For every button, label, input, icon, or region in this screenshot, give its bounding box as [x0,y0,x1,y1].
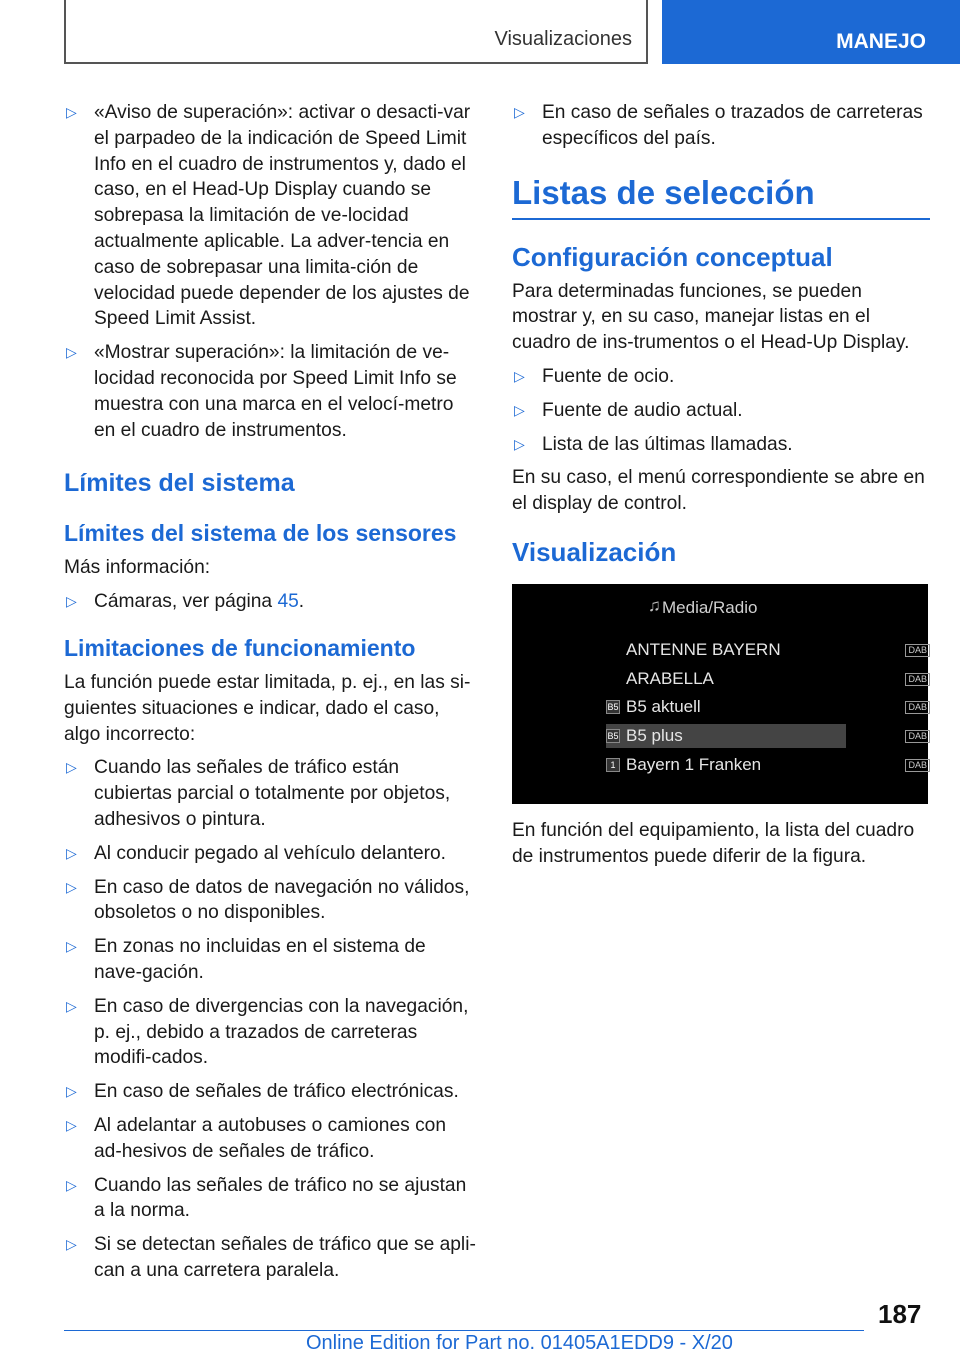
station-row [606,753,927,777]
dab-badge: DAB [905,644,930,657]
bullet-triangle-icon: ▷ [66,844,77,861]
cameras-bullet-list [64,589,479,615]
bullet-triangle-icon: ▷ [66,593,77,610]
header-section-title: Visualizaciones [494,28,632,50]
bullet-triangle-icon: ▷ [66,878,77,895]
list-item [64,1079,479,1105]
figure-caption: En función del equipamiento, la lista del cuadro de instrumentos puede diferir de la figura. [512,819,915,867]
functional-bullet-list [64,755,479,1283]
concept-bullet-list [512,364,930,457]
page-number: 187 [878,1299,922,1329]
dab-badge: DAB [905,673,930,686]
dab-badge: DAB [905,701,930,714]
bullet-triangle-icon: ▷ [514,367,525,384]
bullet-triangle-icon: ▷ [66,938,77,955]
bullet-triangle-icon: ▷ [66,759,77,776]
bullet-triangle-icon: ▷ [66,997,77,1014]
heading-concept: Configuración conceptual [512,241,833,272]
list-item-text: «Mostrar superación»: la limitación de ve-locidad reconocida por Speed Limit Info se muestra con una marca en el velocí-metro en el cuadro de instrumentos. [94,342,457,441]
bullet-triangle-icon: ▷ [66,1116,77,1133]
bullet-triangle-icon: ▷ [514,435,525,452]
media-radio-icon: ♫ [648,595,661,615]
list-item-text: En caso de datos de navegación no válidos, obsoletos o no disponibles. [94,876,470,924]
list-item [64,1232,479,1284]
concept-text: Para determinadas funciones, se pueden mostrar y, en su caso, manejar listas en el cuadro de ins-trumentos o el Head-Up Display. [512,280,910,354]
heading-display: Visualización [512,536,677,567]
list-item [512,432,930,458]
station-row [606,638,927,662]
list-item [64,100,479,332]
list-item-text: «Aviso de superación»: activar o desacti-var el parpadeo de la indicación de Speed Limit Info en el cuadro de instrumentos y, dado el caso, en el Head-Up Display cuando se sobrepasa la limitación de ve-locidad actualmente aplicable. La adver-tencia en caso de sobrepasar una limita-ción de velocidad puede depender de los ajustes de Speed Limit Assist. [94,102,471,330]
list-item-text: Si se detectan señales de tráfico que se apli-can a una carretera paralela. [94,1234,476,1281]
list-item-text: Al conducir pegado al vehículo delantero. [94,842,447,864]
list-item-text: En caso de señales de tráfico electrónicas. [94,1081,459,1103]
list-item [512,100,930,152]
list-item: ▷ Cámaras, ver página 45. [64,589,479,615]
list-item [64,1173,479,1225]
dab-badge: DAB [905,759,930,772]
intro-bullet-list [64,100,479,443]
station-name: B5 aktuell [626,696,701,716]
list-item [64,841,479,867]
list-item-text: Cuando las señales de tráfico no se ajustan a la norma. [94,1174,467,1222]
list-item [64,755,479,832]
cameras-text: Cámaras, ver página [94,591,273,613]
station-name: ARABELLA [626,668,714,688]
functional-intro: La función puede estar limitada, p. ej., en las si-guientes situaciones e indicar, dado el caso, algo incorrecto: [64,671,471,745]
cameras-page-link[interactable]: 45 [277,591,299,613]
station-name: Bayern 1 Franken [626,754,762,774]
bullet-triangle-icon: ▷ [66,344,77,361]
heading-functional-limits: Limitaciones de funcionamiento [64,634,416,661]
station-row [606,695,927,719]
header-chapter-tab[interactable]: MANEJO [662,0,960,64]
country-bullet-list [512,100,930,152]
bullet-triangle-icon: ▷ [66,1083,77,1100]
station-name: ANTENNE BAYERN [626,639,781,659]
more-info-label: Más información: [64,557,211,579]
menu-text: En su caso, el menú correspondiente se abre en el display de control. [512,467,925,515]
footer-edition[interactable]: Online Edition for Part no. 01405A1EDD9 - X/20 [306,1332,733,1354]
bullet-triangle-icon: ▷ [66,1176,77,1193]
list-item [64,994,479,1071]
bullet-triangle-icon: ▷ [514,401,525,418]
station-name: B5 plus [626,725,683,745]
bullet-triangle-icon: ▷ [66,104,77,120]
list-item-text: En zonas no incluidas en el sistema de nave-gación. [94,936,426,983]
list-item-text: En caso de divergencias con la navegación, p. ej., debido a trazados de carreteras modifi-cados. [94,995,469,1069]
station-row-selected [606,724,927,748]
left-column [64,100,479,1292]
station-logo-icon: B5 [607,701,619,712]
bullet-triangle-icon: ▷ [66,1236,77,1253]
heading-system-limits: Límites del sistema [64,469,295,498]
header-section-box [64,0,648,64]
list-item-text: Fuente de ocio. [542,365,675,387]
list-item-text: En caso de señales o trazados de carreteras específicos del país. [542,102,923,149]
list-item [64,340,479,443]
list-item [64,875,479,927]
bullet-triangle-icon: ▷ [514,104,525,120]
list-item-text: Lista de las últimas llamadas. [542,433,793,455]
footer-divider [64,1330,864,1331]
dab-badge: DAB [905,730,930,743]
list-item [64,1113,479,1165]
heading-sensor-limits: Límites del sistema de los sensores [64,520,457,547]
list-item [512,398,930,424]
list-item [64,934,479,986]
list-item-text: Fuente de audio actual. [542,399,743,421]
station-logo-icon: 1 [606,758,620,772]
heading-selection-lists: Listas de selección [512,174,930,220]
media-radio-figure [512,584,928,804]
station-row [606,667,927,691]
figure-title: Media/Radio [662,597,758,617]
list-item-text: Al adelantar a autobuses o camiones con ad-hesivos de señales de tráfico. [94,1114,446,1162]
list-item [512,364,930,390]
station-logo-icon: B5 [607,730,619,741]
list-item-text: Cuando las señales de tráfico están cubiertas parcial o totalmente por objetos, adhesivos o pintura. [94,757,451,830]
right-column [512,100,930,878]
